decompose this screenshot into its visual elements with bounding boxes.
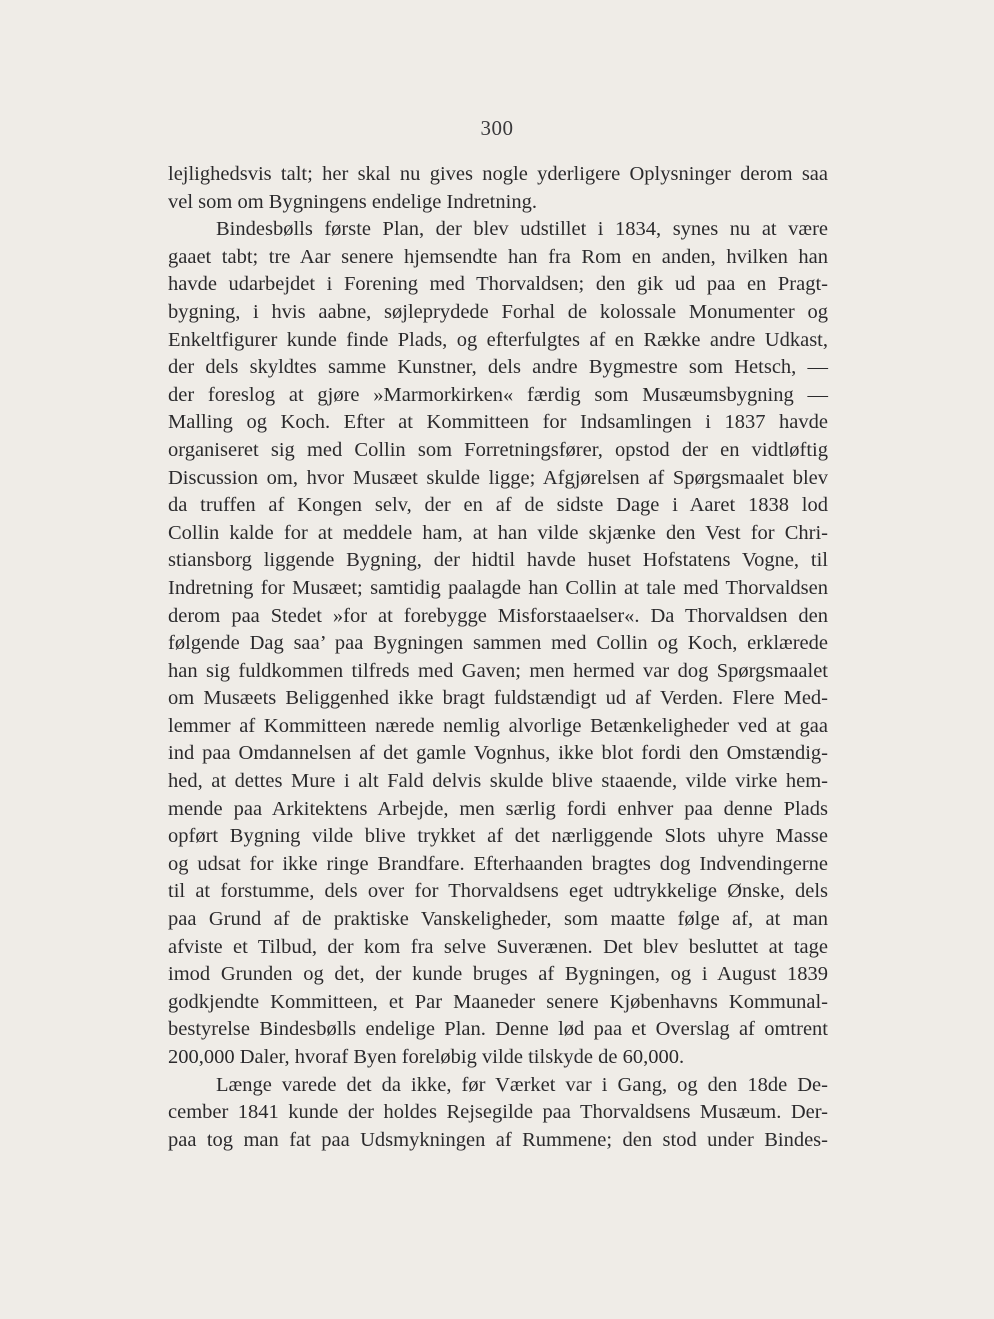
- text-line: derom paa Stedet »for at forebygge Misforstaaelser«. Da Thorvaldsen den: [168, 604, 828, 627]
- text-line: paa tog man fat paa Udsmykningen af Rummene; den stod under Bindes-: [168, 1128, 828, 1151]
- text-line: opført Bygning vilde blive trykket af det nærliggende Slots uhyre Masse: [168, 825, 828, 848]
- text-line: gaaet tabt; tre Aar senere hjemsendte han fra Rom en anden, hvilken han: [168, 245, 828, 268]
- text-line: afviste et Tilbud, der kom fra selve Suverænen. Det blev besluttet at tage: [168, 935, 828, 958]
- text-line: der foreslog at gjøre »Marmorkirken« færdig som Musæumsbygning —: [168, 383, 828, 406]
- text-line: Indretning for Musæet; samtidig paalagde han Collin at tale med Thorvaldsen: [168, 576, 828, 599]
- text-line: Discussion om, hvor Musæet skulde ligge; Afgjørelsen af Spørgsmaalet blev: [168, 466, 828, 489]
- body-text: [168, 161, 828, 1154]
- text-line: om Musæets Beliggenhed ikke bragt fuldstændigt ud af Verden. Flere Med-: [168, 687, 828, 710]
- text-line: da truffen af Kongen selv, der en af de sidste Dage i Aaret 1838 lod: [168, 494, 828, 517]
- text-line: han sig fuldkommen tilfreds med Gaven; men hermed var dog Spørgsmaalet: [168, 659, 828, 682]
- text-line: lemmer af Kommitteen nærede nemlig alvorlige Betænkeligheder ved at gaa: [168, 714, 828, 737]
- text-line: lejlighedsvis talt; her skal nu gives nogle yderligere Oplysninger derom saa: [168, 163, 828, 185]
- text-line: havde udarbejdet i Forening med Thorvaldsen; den gik ud paa en Pragt-: [168, 273, 828, 296]
- text-line: Længe varede det da ikke, før Værket var i Gang, og den 18de De-: [216, 1073, 828, 1096]
- page-number: 300: [480, 116, 514, 140]
- text-line: følgende Dag saa’ paa Bygningen sammen med Collin og Koch, erklærede: [168, 632, 828, 655]
- text-line: Bindesbølls første Plan, der blev udstillet i 1834, synes nu at være: [216, 218, 828, 241]
- text-line: til at forstumme, dels over for Thorvaldsens eget udtrykkelige Ønske, dels: [168, 880, 828, 903]
- text-line: paa Grund af de praktiske Vanskeligheder, som maatte følge af, at man: [168, 908, 828, 931]
- text-line: ind paa Omdannelsen af det gamle Vognhus, ikke blot fordi den Omstændig-: [168, 742, 828, 765]
- text-line: imod Grunden og det, der kunde bruges af Bygningen, og i August 1839: [168, 963, 828, 986]
- text-line: og udsat for ikke ringe Brandfare. Efterhaanden bragtes dog Indvendingerne: [168, 852, 828, 875]
- text-line: cember 1841 kunde der holdes Rejsegilde paa Thorvaldsens Musæum. Der-: [168, 1101, 828, 1124]
- text-line: 200,000 Daler, hvoraf Byen foreløbig vilde tilskyde de 60,000.: [168, 1046, 685, 1068]
- text-line: hed, at dettes Mure i alt Fald delvis skulde blive staaende, vilde virke hem-: [168, 770, 828, 793]
- text-line: godkjendte Kommitteen, et Par Maaneder senere Kjøbenhavns Kommunal-: [168, 990, 828, 1013]
- text-line: der dels skyldtes samme Kunstner, dels andre Bygmestre som Hetsch, —: [168, 356, 828, 379]
- text-line: stiansborg liggende Bygning, der hidtil havde huset Hofstatens Vogne, til: [168, 549, 828, 572]
- text-line: Enkeltfigurer kunde finde Plads, og efterfulgtes af en Række andre Udkast,: [168, 328, 828, 351]
- text-line: organiseret sig med Collin som Forretningsfører, opstod der en vidtløftig: [168, 438, 828, 461]
- text-line: vel som om Bygningens endelige Indretning.: [168, 190, 537, 213]
- text-line: bestyrelse Bindesbølls endelige Plan. Denne lød paa et Overslag af omtrent: [168, 1018, 828, 1041]
- text-line: mende paa Arkitektens Arbejde, men særlig fordi enhver paa denne Plads: [168, 797, 828, 820]
- text-line: Collin kalde for at meddele ham, at han vilde skjænke den Vest for Chri-: [168, 521, 828, 544]
- text-line: Malling og Koch. Efter at Kommitteen for Indsamlingen i 1837 havde: [168, 411, 828, 434]
- text-line: bygning, i hvis aabne, søjleprydede Forhal de kolossale Monumenter og: [168, 300, 828, 323]
